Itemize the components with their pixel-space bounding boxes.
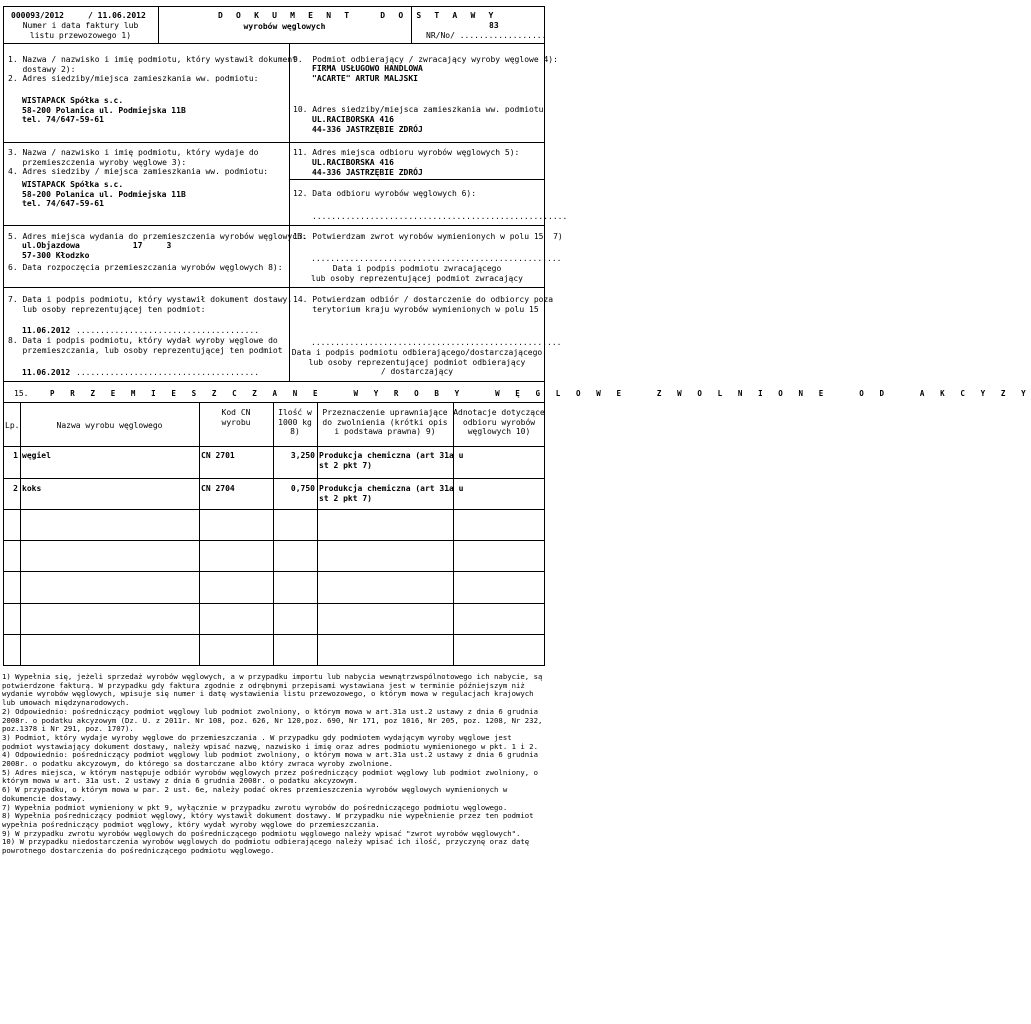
divider bbox=[289, 43, 290, 381]
field-3-4-label: 3. Nazwa / nazwisko i imię podmiotu, który wydaje do przemieszczenia wyroby węglowe 3): 4. Adres siedziby / miejsca zamieszkania ww. podmiotu: bbox=[8, 148, 269, 176]
divider bbox=[3, 402, 545, 403]
recipient-address: UL.RACIBORSKA 416 44-336 JASTRZĘBIE ZDRÓJ bbox=[312, 115, 423, 134]
recipient-name: FIRMA USŁUGOWO HANDLOWA "ACARTE" ARTUR MALJSKI bbox=[312, 64, 423, 83]
invoice-caption: Numer i data faktury lub listu przewozowego 1) bbox=[22, 21, 139, 40]
cell-purpose: Produkcja chemiczna (art 31a u st 2 pkt 7) bbox=[319, 484, 464, 503]
table-row-divider bbox=[3, 603, 545, 604]
field-10-label: 10. Adres siedziby/miejsca zamieszkania ww. podmiotu bbox=[293, 105, 544, 114]
cell-qty: 0,750 bbox=[290, 484, 315, 493]
field-8-date: 11.06.2012 bbox=[22, 368, 71, 377]
field-14-caption: Data i podpis podmiotu odbierającego/dostarczającego lub osoby reprezentującej podmiot odbierający / dostarczający bbox=[291, 348, 543, 376]
divider bbox=[3, 287, 545, 288]
field-8-dots: ...................................... bbox=[76, 368, 260, 377]
field-7-date: 11.06.2012 bbox=[22, 326, 71, 335]
field-12-label: 12. Data odbioru wyrobów węglowych 6): bbox=[293, 189, 477, 198]
table-header-divider bbox=[3, 446, 545, 447]
cell-name: koks bbox=[22, 484, 42, 493]
field-13-label: 13. Potwierdzam zwrot wyrobów wymienionych w polu 15 7) bbox=[293, 232, 563, 241]
field-7-dots: ...................................... bbox=[76, 326, 260, 335]
cell-cn: CN 2701 bbox=[201, 451, 235, 460]
invoice-number: 000093/2012 bbox=[11, 11, 64, 20]
col-header-cn: Kod CN wyrobu bbox=[221, 408, 251, 427]
section-15-title: P R Z E M I E S Z C Z A N E W Y R O B Y W Ę G L O W E Z W O L N I O N E O D A K C Y Z Y bbox=[50, 389, 1031, 398]
table-col-divider bbox=[453, 402, 454, 666]
divider bbox=[289, 179, 545, 180]
document-nr-caption: NR/No/ .................. bbox=[426, 31, 547, 40]
col-header-notes: Adnotacje dotyczące odbioru wyrobów węglowych 10) bbox=[453, 408, 545, 436]
field-9-label: 9. Podmiot odbierający / zwracający wyroby węglowe 4): bbox=[293, 55, 558, 64]
field-8-label: 8. Data i podpis podmiotu, który wydał wyroby węglowe do przemieszczania, lub osoby reprezentującej ten podmiot bbox=[8, 336, 283, 355]
divider bbox=[3, 381, 545, 382]
table-row-divider bbox=[3, 478, 545, 479]
document-nr-value: 83 bbox=[489, 21, 499, 30]
field-7-label: 7. Data i podpis podmiotu, który wystawił dokument dostawy, lub osoby reprezentującej ten podmiot: bbox=[8, 295, 293, 314]
field-1-2-label: 1. Nazwa / nazwisko i imię podmiotu, który wystawił dokument dostawy 2): 2. Adres siedziby/miejsca zamieszkania ww. podmiotu: bbox=[8, 55, 297, 83]
cell-cn: CN 2704 bbox=[201, 484, 235, 493]
table-col-divider bbox=[317, 402, 318, 666]
field-13-caption: Data i podpis podmiotu zwracającego lub osoby reprezentującej podmiot zwracający bbox=[311, 264, 523, 283]
table-col-divider bbox=[273, 402, 274, 666]
field-14-label: 14. Potwierdzam odbiór / dostarczenie do odbiorcy poza terytorium kraju wyrobów wymienionych w polu 15 bbox=[293, 295, 554, 314]
cell-lp: 1 bbox=[13, 451, 18, 460]
table-row-divider bbox=[3, 540, 545, 541]
table-row-divider bbox=[3, 509, 545, 510]
divider bbox=[3, 142, 545, 143]
dispatcher-address: WISTAPACK Spółka s.c. 58-200 Polanica ul. Podmiejska 11B tel. 74/647-59-61 bbox=[22, 180, 186, 208]
col-header-purpose: Przeznaczenie uprawniające do zwolnienia (krótki opis i podstawa prawna) 9) bbox=[322, 408, 448, 436]
field-14-dots: .................................................... bbox=[311, 338, 562, 347]
table-col-divider bbox=[20, 402, 21, 666]
pickup-address: UL.RACIBORSKA 416 44-336 JASTRZĘBIE ZDRÓJ bbox=[312, 158, 423, 177]
col-header-name: Nazwa wyrobu węglowego bbox=[56, 421, 163, 430]
issuer-address: WISTAPACK Spółka s.c. 58-200 Polanica ul. Podmiejska 11B tel. 74/647-59-61 bbox=[22, 96, 186, 124]
invoice-date: / 11.06.2012 bbox=[88, 11, 146, 20]
cell-purpose: Produkcja chemiczna (art 31a u st 2 pkt 7) bbox=[319, 451, 464, 470]
section-15-number: 15. bbox=[14, 389, 29, 398]
cell-lp: 2 bbox=[13, 484, 18, 493]
field-12-dots: ..................................................... bbox=[312, 212, 568, 221]
footnotes: 1) Wypełnia się, jeżeli sprzedaż wyrobów węglowych, a w przypadku importu lub nabycia wewnątrzwspólnotowego ich nabycie, są potwierdzone fakturą. W przypadku gdy faktura zgodnie z odrębnymi przepisami wystawiana jest w terminie późniejszym niż wydanie wyrobów węglowych, wpisuje się numer i datę wystawienia listu przewozowego, o którym mowa w regulacjach krajowych lub umowach międzynarodowych. 2) Odpowiednio: pośredniczący podmiot węglowy lub podmiot zwolniony, o którym mowa w art.31a ust.2 ustawy z dnia 6 grudnia 2008r. o podatku akcyzowym (Dz. U. z 2011r. Nr 108, poz. 626, Nr 120,poz. 690, Nr 171, poz 1016, Nr 205, poz. 1208, Nr 232, poz.1378 i Nr 291, poz. 1707). 3) Podmiot, który wydaje wyroby węglowe do przemieszczania . W przypadku gdy podmiotem wydającym wyroby węglowe jest podmiot wystawiający dokument dostawy, należy wpisać nazwę, nazwisko i imię oraz adres podmiotu wymienionego w pkt. 1 i 2. 4) Odpowiednio: pośredniczący podmiot węglowy lub podmiot zwolniony, o którym mowa w art.31a ust.2 ustawy z dnia 6 grudnia 2008r. o podatku akcyzowym, do którego sa dostarczane albo który zwraca wyroby zwolnione. 5) Adres miejsca, w którym następuje odbiór wyrobów węglowych przez pośredniczący podmiot węglowy lub podmiot zwolniony, o którym mowa w art. 31a ust. 2 ustawy z dnia 6 grudnia 2008r. o podatku akcyzowym. 6) W przypadku, o którym mowa w par. 2 ust. 6e, należy podać okres przemieszczenia wyrobów węglowych wymienionych w dokumencie dostawy. 7) Wypełnia podmiot wymieniony w pkt 9, wyłącznie w przypadku zwrotu wyrobów do pośredniczącego podmiotu węglowego. 8) Wypełnia pośredniczący podmiot węglowy, który wystawił dokument dostawy. W przypadku nie wypełnienie przez ten podmiot wypełnia pośredniczący podmiot węglowy, który wydał wyroby węglowe do przemieszczania. 9) W przypadku zwrotu wyrobów węglowych do pośredniczącego podmiotu węglowego należy wpisać "zwrot wyrobów węglowych". 10) W przypadku niedostarczenia wyrobów węglowych do podmiotu odbierającego należy wpisać ich ilość, przyczynę oraz datę powrotnego dostarczenia do pośredniczącego podmiotu węglowego. bbox=[2, 672, 543, 856]
document-title: D O K U M E N T D O S T A W Y bbox=[218, 11, 498, 20]
document-subtitle: wyrobów węglowych bbox=[243, 22, 326, 31]
field-5-label: 5. Adres miejsca wydania do przemieszczenia wyrobów węglowych: bbox=[8, 232, 307, 241]
table-row-divider bbox=[3, 571, 545, 572]
field-11-label: 11. Adres miejsca odbioru wyrobów węglowych 5): bbox=[293, 148, 520, 157]
col-header-lp: Lp. bbox=[5, 421, 20, 430]
field-6-label: 6. Data rozpoczęcia przemieszczania wyrobów węglowych 8): bbox=[8, 263, 283, 272]
field-13-dots: .................................................... bbox=[311, 254, 562, 263]
divider bbox=[3, 43, 545, 44]
cell-name: węgiel bbox=[22, 451, 51, 460]
col-header-qty: Ilość w 1000 kg 8) bbox=[278, 408, 312, 436]
cell-qty: 3,250 bbox=[290, 451, 315, 460]
table-row-divider bbox=[3, 634, 545, 635]
dispatch-address: ul.Objazdowa 17 3 57-300 Kłodzko bbox=[22, 241, 172, 260]
table-col-divider bbox=[199, 402, 200, 666]
divider bbox=[3, 225, 545, 226]
